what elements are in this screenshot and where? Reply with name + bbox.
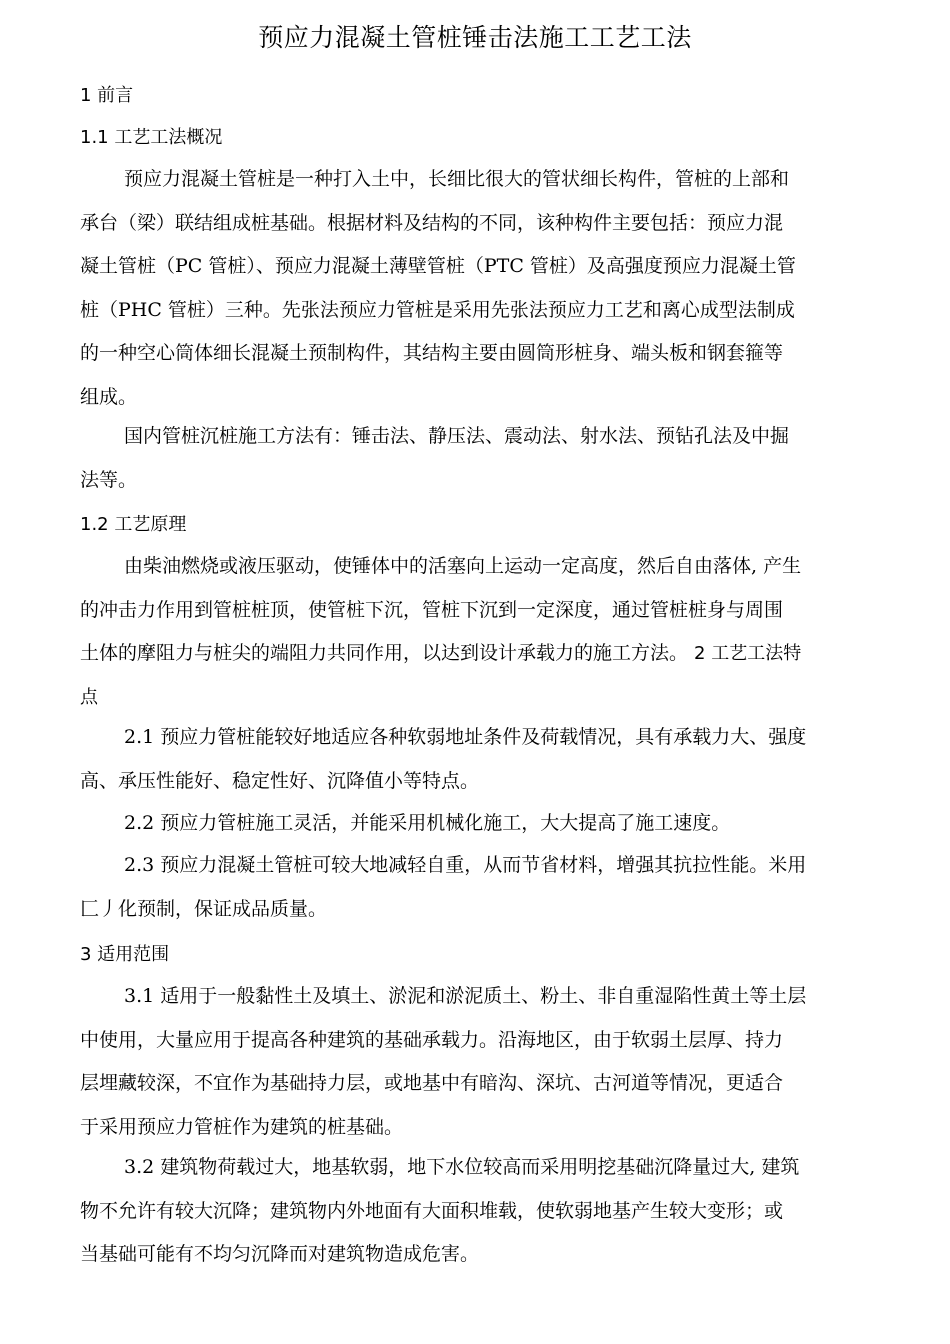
paragraph-2-2 <box>80 802 892 846</box>
text-line: 凝土管桩（PC 管桩）、预应力混凝土薄壁管桩（PTC 管桩）及高强度预应力混凝土管 <box>80 255 796 277</box>
text-line: 中使用，大量应用于提高各种建筑的基础承载力。沿海地区，由于软弱土层厚、持力 <box>80 1028 784 1051</box>
text-line: 匚丿化预制，保证成品质量。 <box>80 897 328 920</box>
text-line: 预应力混凝土管桩是一种打入土中，长细比很大的管状细长构件，管桩的上部和 <box>124 168 790 190</box>
text-line: 桩（PHC 管桩）三种。先张法预应力管桩是采用先张法预应力工艺和离心成型法制成 <box>80 298 795 321</box>
text-line: 的冲击力作用到管桩桩顶，使管桩下沉，管桩下沉到一定深度，通过管桩桩身与周围 <box>80 598 784 621</box>
paragraph-3-2 <box>80 1146 892 1277</box>
text-run: 土体的摩阻力与桩尖的端阻力共同作用，以达到设计承载力的施工方法。 <box>80 642 689 664</box>
text-line: 法等。 <box>80 468 138 491</box>
text-line: 的一种空心筒体细长混凝土预制构件，其结构主要由圆筒形桩身、端头板和钢套箍等 <box>80 342 784 364</box>
text-line: 组成。 <box>80 385 138 408</box>
text-line: 层埋藏较深，不宜作为基础持力层，或地基中有暗沟、深坑、古河道等情况，更适合 <box>80 1072 784 1094</box>
text-line: 承台（梁）联结组成桩基础。根据材料及结构的不同，该种构件主要包括：预应力混 <box>80 211 784 234</box>
paragraph-1-1-overview <box>80 158 892 419</box>
text-line: 高、承压性能好、稳定性好、沉降值小等特点。 <box>80 769 480 792</box>
document-title: 预应力混凝土管桩锤击法施工工艺工法 <box>258 23 692 52</box>
section-heading-2-tail: 点 <box>80 686 98 708</box>
text-line: 于采用预应力管桩作为建筑的桩基础。 <box>80 1115 404 1138</box>
section-heading-1: 1 前言 <box>80 85 134 106</box>
text-line: 2.2 预应力管桩施工灵活，并能采用机械化施工，大大提高了施工速度。 <box>124 812 731 834</box>
text-line: 由柴油燃烧或液压驱动，使锤体中的活塞向上运动一定高度，然后自由落体, 产生 <box>124 555 802 577</box>
paragraph-1-2-principle <box>80 545 892 719</box>
text-line: 3.1 适用于一般黏性土及填土、淤泥和淤泥质土、粉土、非自重湿陷性黄土等土层 <box>124 985 807 1007</box>
text-line: 3.2 建筑物荷载过大，地基软弱，地下水位较高而采用明挖基础沉降量过大, 建筑 <box>124 1156 800 1178</box>
text-line: 2.1 预应力管桩能较好地适应各种软弱地址条件及荷载情况，具有承载力大、强度 <box>124 726 807 748</box>
text-line: 2.3 预应力混凝土管桩可较大地减轻自重，从而节省材料，增强其抗拉性能。米用 <box>124 854 807 876</box>
section-heading-1-2: 1.2 工艺原理 <box>80 514 187 535</box>
text-line: 物不允许有较大沉降；建筑物内外地面有大面积堆载，使软弱地基产生较大变形；或 <box>80 1199 784 1222</box>
text-line: 国内管桩沉桩施工方法有：锤击法、静压法、震动法、射水法、预钻孔法及中掘 <box>124 425 790 447</box>
text-line-with-heading <box>80 632 892 676</box>
section-heading-2: 2 工艺工法特 <box>694 643 802 664</box>
paragraph-3-1 <box>80 975 892 1149</box>
text-line: 当基础可能有不均匀沉降而对建筑物造成危害。 <box>80 1243 480 1265</box>
paragraph-1-1-methods <box>80 415 892 502</box>
paragraph-2-1 <box>80 716 892 803</box>
section-heading-3: 3 适用范围 <box>80 944 170 965</box>
paragraph-2-3 <box>80 844 892 931</box>
section-heading-1-1: 1.1 工艺工法概况 <box>80 127 223 148</box>
